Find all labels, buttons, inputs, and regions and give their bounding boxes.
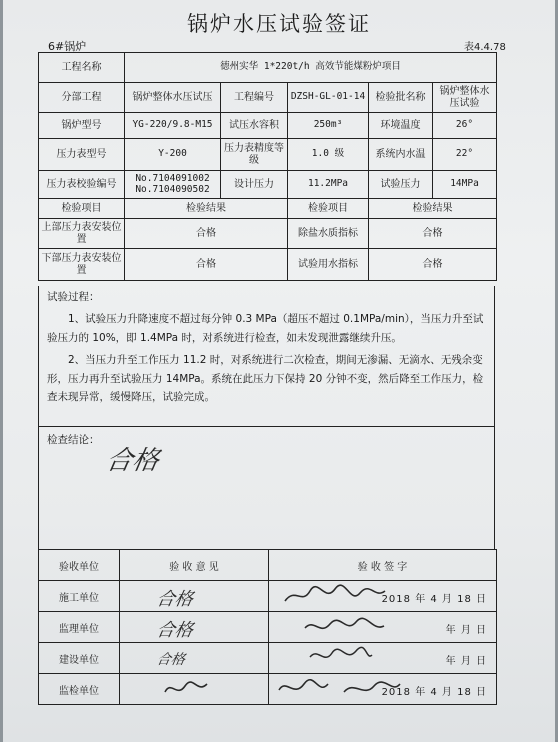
conclusion-section — [38, 426, 495, 549]
table-row — [39, 249, 497, 281]
item-header-2: 检验项目 — [288, 199, 369, 219]
test-pressure-value: 14MPa — [433, 171, 497, 199]
unit-label: 施工单位 — [39, 581, 120, 612]
opinion-handwritten: 合格 — [154, 620, 195, 641]
document-sheet — [3, 0, 555, 742]
gauge-cal-no-label: 压力表校验编号 — [39, 171, 125, 199]
document-title: 锅炉水压试验签证 — [187, 12, 371, 36]
test-volume-value: 250m³ — [288, 113, 369, 139]
unit-header: 验收单位 — [39, 550, 120, 581]
test-water-label: 试验用水指标 — [288, 249, 369, 281]
table-row — [39, 199, 497, 219]
item-header: 检验项目 — [39, 199, 125, 219]
process-heading: 试验过程： — [47, 291, 100, 303]
acceptance-sign-table — [38, 549, 497, 705]
design-pressure-value: 11.2MPa — [288, 171, 369, 199]
process-paragraph-1: 1、试验压力升降速度不超过每分钟 0.3 MPa（超压不超过 0.1MPa/min），当压力升至试验压力的 10%，即 1.4MPa 时，对系统进行检查，如未发现泄露继续升压。 — [47, 313, 484, 344]
test-volume-label: 试压水容积 — [221, 113, 288, 139]
unit-label: 监检单位 — [39, 674, 120, 705]
sign-date: 2018 年 4 月 18 日 — [381, 687, 487, 698]
gauge-cal-no-1: No.7104091002 — [135, 172, 210, 184]
table-row — [39, 550, 497, 581]
gauge-model-value: Y-200 — [125, 139, 221, 171]
boiler-number: 6#锅炉 — [48, 40, 87, 53]
opinion-header: 验 收 意 见 — [120, 550, 269, 581]
sub-project-label: 分部工程 — [39, 83, 125, 113]
gauge-cal-no-2: No.7104090502 — [135, 183, 210, 195]
table-row — [39, 113, 497, 139]
unit-label: 监理单位 — [39, 612, 120, 643]
test-process-section — [38, 286, 495, 427]
process-paragraph-2: 2、当压力升至工作压力 11.2 时，对系统进行二次检查，期间无渗漏、无滴水、无残余变形，压力再升至试验压力 14MPa。系统在此压力下保持 20 分钟不变，然后降至工作压力，检查未现异常，缓慢降压，试验完成。 — [47, 354, 484, 403]
table-row — [39, 612, 497, 643]
table-row — [39, 171, 497, 199]
handwritten-signature — [280, 583, 390, 609]
lower-gauge-result: 合格 — [125, 249, 288, 281]
sign-date: 2018 年 4 月 18 日 — [381, 594, 487, 605]
sign-date: 年 月 日 — [445, 625, 487, 636]
sign-date: 年 月 日 — [445, 656, 487, 667]
test-info-table — [38, 52, 497, 281]
handwritten-opinion-mark — [161, 676, 211, 702]
test-pressure-label: 试验压力 — [369, 171, 433, 199]
desalted-water-label: 除盐水质指标 — [288, 219, 369, 249]
boiler-model-label: 锅炉型号 — [39, 113, 125, 139]
conclusion-heading: 检查结论： — [47, 434, 100, 446]
water-temp-value: 22° — [433, 139, 497, 171]
table-row — [39, 219, 497, 249]
project-no-label: 工程编号 — [221, 83, 288, 113]
gauge-cal-no-value — [125, 171, 221, 199]
table-row — [39, 53, 497, 83]
table-number: 表4.4.78 — [464, 42, 506, 53]
desalted-water-result: 合格 — [369, 219, 497, 249]
table-row — [39, 674, 497, 705]
handwritten-signature — [300, 614, 390, 640]
batch-name-label: 检验批名称 — [369, 83, 433, 113]
water-temp-label: 系统内水温 — [369, 139, 433, 171]
project-name-value: 德州实华 1*220t/h 高效节能煤粉炉项目 — [125, 53, 497, 83]
gauge-class-value: 1.0 级 — [288, 139, 369, 171]
result-header: 检验结果 — [125, 199, 288, 219]
gauge-model-label: 压力表型号 — [39, 139, 125, 171]
table-row — [39, 139, 497, 171]
table-row — [39, 83, 497, 113]
sub-project-value: 锅炉整体水压试压 — [125, 83, 221, 113]
lower-gauge-label: 下部压力表安装位置 — [39, 249, 125, 281]
project-name-label: 工程名称 — [39, 53, 125, 83]
project-no-value: DZSH-GL-01-14 — [288, 83, 369, 113]
table-row — [39, 581, 497, 612]
ambient-temp-label: 环境温度 — [369, 113, 433, 139]
batch-name-value: 锅炉整体水压试验 — [433, 83, 497, 113]
conclusion-handwritten: 合格 — [103, 446, 162, 476]
handwritten-signature — [306, 645, 376, 671]
design-pressure-label: 设计压力 — [221, 171, 288, 199]
unit-label: 建设单位 — [39, 643, 120, 674]
opinion-handwritten: 合格 — [154, 589, 195, 610]
opinion-handwritten: 合格 — [155, 652, 187, 668]
upper-gauge-label: 上部压力表安装位置 — [39, 219, 125, 249]
ambient-temp-value: 26° — [433, 113, 497, 139]
upper-gauge-result: 合格 — [125, 219, 288, 249]
test-water-result: 合格 — [369, 249, 497, 281]
gauge-class-label: 压力表精度等级 — [221, 139, 288, 171]
table-row — [39, 643, 497, 674]
boiler-model-value: YG-220/9.8-M15 — [125, 113, 221, 139]
signature-header: 验 收 签 字 — [269, 550, 497, 581]
result-header-2: 检验结果 — [369, 199, 497, 219]
